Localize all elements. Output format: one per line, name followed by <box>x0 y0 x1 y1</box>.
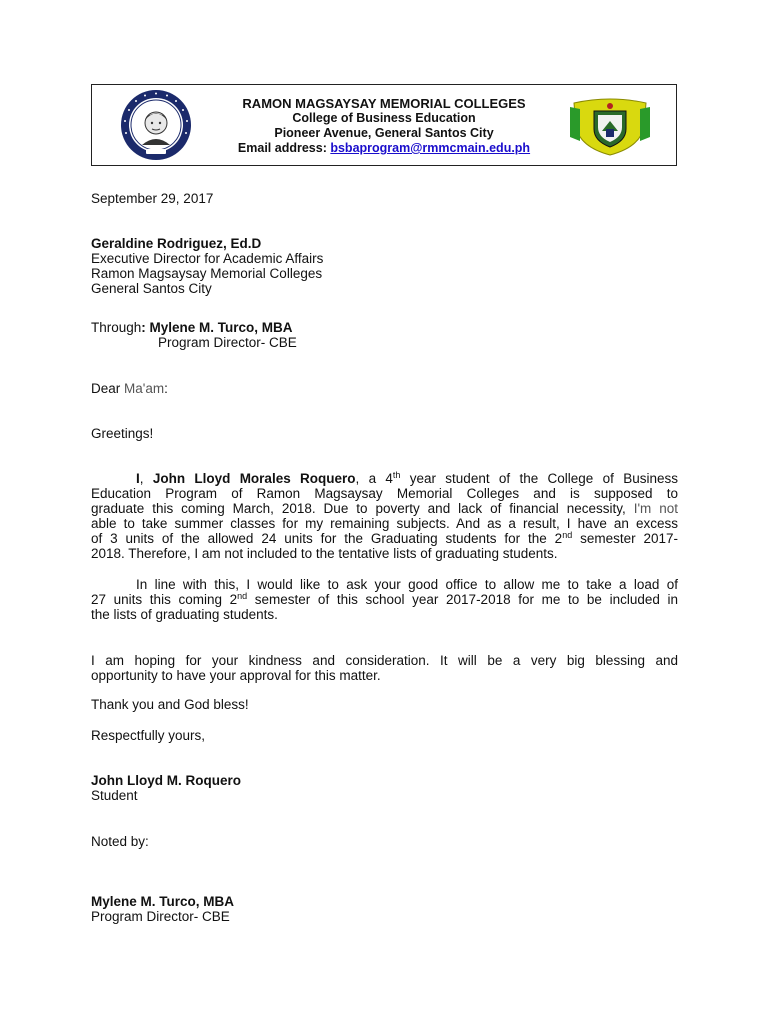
text-fragment: I'm not <box>625 501 679 516</box>
salutation-prefix: Dear <box>91 381 125 396</box>
paragraph-1-line-4: able to take summer classes for my remaining subjects. And as a result, I have an excess <box>91 516 678 531</box>
through-line <box>91 320 297 335</box>
through-name: : Mylene M. Turco, MBA <box>141 320 293 335</box>
paragraph-3-line-1: I am hoping for your kindness and consideration. It will be a very big blessing and <box>91 653 678 668</box>
noted-label: Noted by: <box>91 834 149 849</box>
closing-line: Respectfully yours, <box>91 728 206 743</box>
student-full-name: John Lloyd Morales Roquero <box>152 471 356 486</box>
separator: , <box>139 471 153 486</box>
city-seal-icon <box>570 97 650 162</box>
salutation-colon: : <box>164 381 168 396</box>
signatory-role: Student <box>91 788 138 803</box>
recipient-block <box>91 236 323 296</box>
recipient-city: General Santos City <box>91 281 212 296</box>
salutation-name: Ma'am <box>124 381 165 396</box>
paragraph-2-line-3: the lists of graduating students. <box>91 607 278 622</box>
paragraph-2-line-2 <box>91 592 678 607</box>
institution-name: RAMON MAGSAYSAY MEMORIAL COLLEGES <box>242 96 526 111</box>
text-fragment: semester 2017- <box>572 531 679 546</box>
paragraph-1-line-1 <box>91 471 678 486</box>
paragraph-2-line-1: In line with this, I would like to ask your good office to allow me to take a load of <box>136 577 678 592</box>
paragraph-1-line-2: Education Program of Ramon Magsaysay Memorial Colleges and is supposed to <box>91 486 678 501</box>
text-fragment: of 3 units of the allowed 24 units for the Graduating students for the 2 <box>91 531 563 546</box>
recipient-title: Executive Director for Academic Affairs <box>91 251 324 266</box>
email-label: Email address: <box>237 141 327 155</box>
through-block <box>91 320 297 350</box>
superscript: nd <box>562 530 573 540</box>
text-fragment: 27 units this coming 2 <box>91 592 238 607</box>
paragraph-3-line-2: opportunity to have your approval for this matter. <box>91 668 381 683</box>
recipient-name: Geraldine Rodriguez, Ed.D <box>91 236 262 251</box>
recipient-institution: Ramon Magsaysay Memorial Colleges <box>91 266 323 281</box>
paragraph-2 <box>91 577 678 622</box>
salutation <box>91 381 168 396</box>
through-title: Program Director- CBE <box>158 335 297 350</box>
paragraph-1-line-6: 2018. Therefore, I am not included to the tentative lists of graduating students. <box>91 546 558 561</box>
text-fragment: graduate this coming March, 2018. Due to poverty and lack of financial necessity, <box>91 501 626 516</box>
noted-by-name: Mylene M. Turco, MBA <box>91 894 235 909</box>
signatory-name: John Lloyd M. Roquero <box>91 773 241 788</box>
noted-by-title: Program Director- CBE <box>91 909 230 924</box>
email-link[interactable]: bsbaprogram@rmmcmain.edu.ph <box>330 141 531 155</box>
signatory-block <box>91 773 241 803</box>
noted-by-block <box>91 894 234 924</box>
greeting: Greetings! <box>91 426 154 441</box>
text-fragment: , a 4 <box>355 471 393 486</box>
paragraph-1-line-3 <box>91 501 678 516</box>
text-fragment: semester of this school year 2017-2018 for me to be included in <box>247 592 678 607</box>
letterhead <box>91 84 677 166</box>
college-name: College of Business Education <box>292 111 476 125</box>
paragraph-3 <box>91 653 678 683</box>
pronoun: I <box>136 471 140 486</box>
paragraph-1 <box>91 471 678 561</box>
superscript: th <box>392 470 401 480</box>
college-address: Pioneer Avenue, General Santos City <box>274 126 494 140</box>
letter-date: September 29, 2017 <box>91 191 214 206</box>
through-label: Through <box>91 320 142 335</box>
superscript: nd <box>237 591 248 601</box>
thanks-line: Thank you and God bless! <box>91 697 249 712</box>
paragraph-1-line-5 <box>91 531 678 546</box>
text-fragment: year student of the College of Business <box>400 471 678 486</box>
